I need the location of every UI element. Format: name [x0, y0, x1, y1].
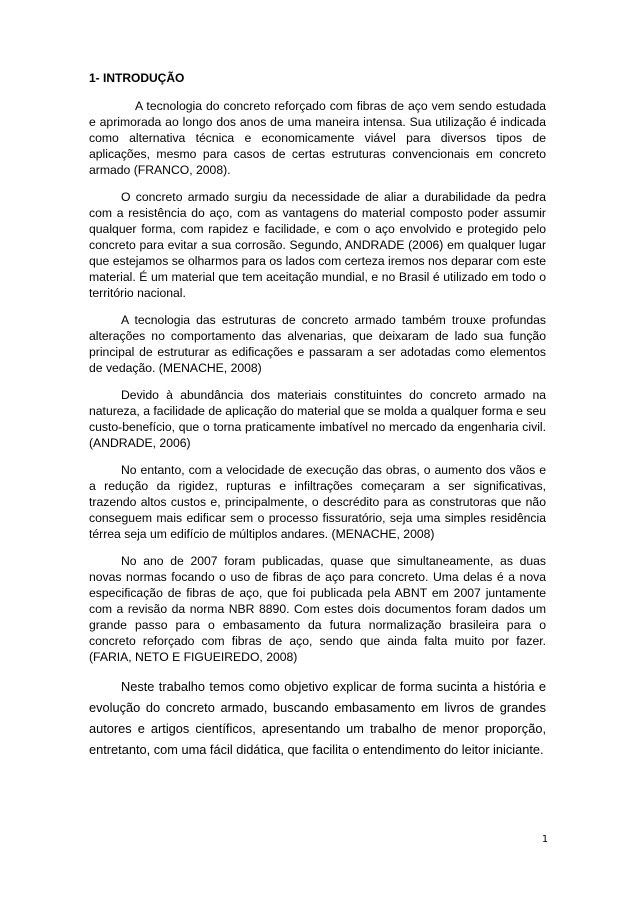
paragraph-7: Neste trabalho temos como objetivo explicar de forma sucinta a história e evolução do concreto armado, buscando embasamento em livros de grandes autores e artigos científicos, apresentando um trabalho de menor proporção, entretanto, com uma fácil didática, que facilita o entendimento do leitor iniciante.	[89, 679, 546, 757]
paragraph-3: A tecnologia das estruturas de concreto armado também trouxe profundas alterações no comportamento das alvenarias, que deixaram de lado sua função principal de estruturar as edificações e passaram a ser adotadas como elementos de vedação. (MENACHE, 2008)	[89, 313, 546, 375]
paragraph-2: O concreto armado surgiu da necessidade de aliar a durabilidade da pedra com a resistência do aço, com as vantagens do material composto poder assumir qualquer forma, com rapidez e facilidade, e com o aço envolvido e protegido pelo concreto para evitar a sua corrosão. Segundo, ANDRADE (2006) em qualquer lugar que estejamos se olharmos para os lados com certeza iremos nos deparar com este material. É um material que tem aceitação mundial, e no Brasil é utilizado em todo o território nacional.	[89, 190, 546, 300]
section-heading: 1- INTRODUÇÃO	[89, 71, 185, 85]
page-number: 1	[541, 834, 548, 845]
paragraph-6: No ano de 2007 foram publicadas, quase que simultaneamente, as duas novas normas focando o uso de fibras de aço para concreto. Uma delas é a nova especificação de fibras de aço, que foi publicada pela ABNT em 2007 juntamente com a revisão da norma NBR 8890. Com estes dois documentos foram dados um grande passo para o embasamento da futura normalização brasileira para o concreto reforçado com fibras de aço, sendo que ainda falta muito por fazer. (FARIA, NETO E FIGUEIREDO, 2008)	[89, 554, 546, 664]
paragraph-4: Devido à abundância dos materiais constituintes do concreto armado na natureza, a facilidade de aplicação do material que se molda a qualquer forma e seu custo-benefício, que o torna praticamente imbatível no mercado da engenharia civil. (ANDRADE, 2006)	[89, 388, 546, 450]
paragraph-1: A tecnologia do concreto reforçado com fibras de aço vem sendo estudada e aprimorada ao longo dos anos de uma maneira intensa. Sua utilização é indicada como alternativa técnica e economicamente viável para diversos tipos de aplicações, mesmo para casos de certas estruturas convencionais em concreto armado (FRANCO, 2008).	[89, 99, 546, 177]
paragraph-5: No entanto, com a velocidade de execução das obras, o aumento dos vãos e a redução da rigidez, rupturas e infiltrações começaram a ser significativas, trazendo altos custos e, principalmente, o descrédito para as construtoras que não conseguem mais edificar sem o processo fissuratório, seja uma simples residência térrea seja um edifício de múltiplos andares. (MENACHE, 2008)	[89, 463, 546, 541]
document-page	[89, 70, 546, 771]
